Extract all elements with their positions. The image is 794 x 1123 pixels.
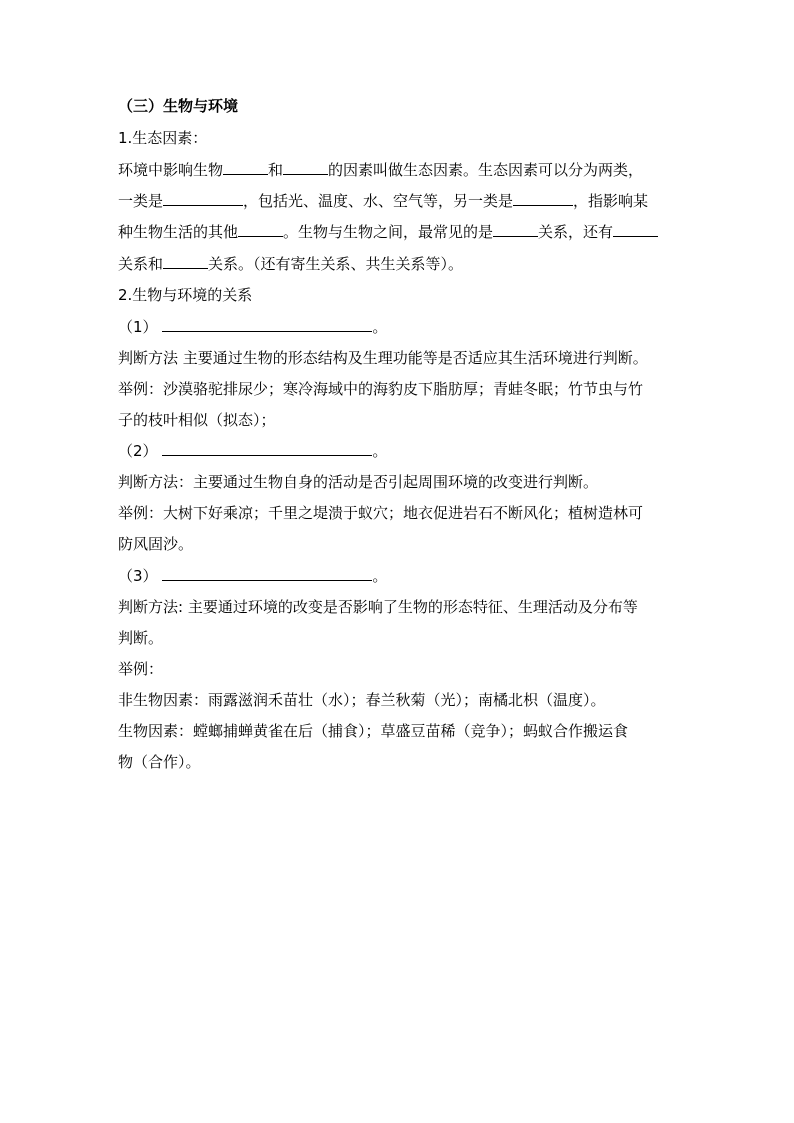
fill-blank[interactable] — [163, 254, 208, 269]
relation-heading: 2.生物与环境的关系 — [118, 286, 253, 304]
example-2-line-2: 防风固沙。 — [118, 535, 194, 553]
question-item-1: （1） 。 — [118, 318, 388, 336]
example-1-line-2: 子的枝叶相似（拟态）； — [118, 411, 276, 429]
judgement-method-2: 判断方法：主要通过生物自身的活动是否引起周围环境的改变进行判断。 — [118, 473, 599, 491]
ecological-factors-heading: 1.生态因素： — [118, 129, 208, 147]
example-3-abiotic: 非生物因素：雨露滋润禾苗壮（水）；春兰秋菊（光）；南橘北枳（温度）。 — [118, 691, 606, 709]
paragraph-line: 关系和 关系。（还有寄生关系、共生关系等）。 — [118, 255, 464, 273]
paragraph-line: 环境中影响生物 和 的因素叫做生态因素。生态因素可以分为两类， — [118, 161, 644, 179]
question-item-2: （2） 。 — [118, 442, 388, 460]
judgement-method-3-line-2: 判断。 — [118, 629, 164, 647]
fill-blank[interactable] — [223, 160, 268, 175]
example-3-biotic-line-1: 生物因素：螳螂捕蝉黄雀在后（捕食）；草盛豆苗稀（竞争）；蚂蚁合作搬运食 — [118, 722, 629, 740]
fill-blank[interactable] — [613, 222, 658, 237]
section-title: （三）生物与环境 — [118, 97, 239, 115]
answer-blank-3[interactable] — [162, 566, 372, 581]
example-3-heading: 举例： — [118, 660, 164, 678]
fill-blank[interactable] — [513, 191, 573, 206]
example-2-line-1: 举例：大树下好乘凉；千里之堤溃于蚁穴；地衣促进岩石不断风化；植树造林可 — [118, 504, 644, 522]
fill-blank[interactable] — [163, 191, 243, 206]
fill-blank[interactable] — [238, 222, 283, 237]
judgement-method-3-line-1: 判断方法: 主要通过环境的改变是否影响了生物的形态特征、生理活动及分布等 — [118, 598, 638, 616]
answer-blank-1[interactable] — [162, 317, 372, 332]
judgement-method-1: 判断方法 主要通过生物的形态结构及生理功能等是否适应其生活环境进行判断。 — [118, 349, 648, 367]
answer-blank-2[interactable] — [162, 441, 372, 456]
question-item-3: （3） 。 — [118, 567, 388, 585]
fill-blank[interactable] — [283, 160, 328, 175]
fill-blank[interactable] — [493, 222, 538, 237]
paragraph-line: 一类是 ，包括光、温度、水、空气等，另一类是 ，指影响某 — [118, 192, 649, 210]
paragraph-line: 种生物生活的其他 。生物与生物之间，最常见的是 关系，还有 — [118, 222, 658, 242]
example-1-line-1: 举例：沙漠骆驼排尿少；寒冷海域中的海豹皮下脂肪厚；青蛙冬眠；竹节虫与竹 — [118, 380, 644, 398]
example-3-biotic-line-2: 物（合作）。 — [118, 753, 201, 771]
